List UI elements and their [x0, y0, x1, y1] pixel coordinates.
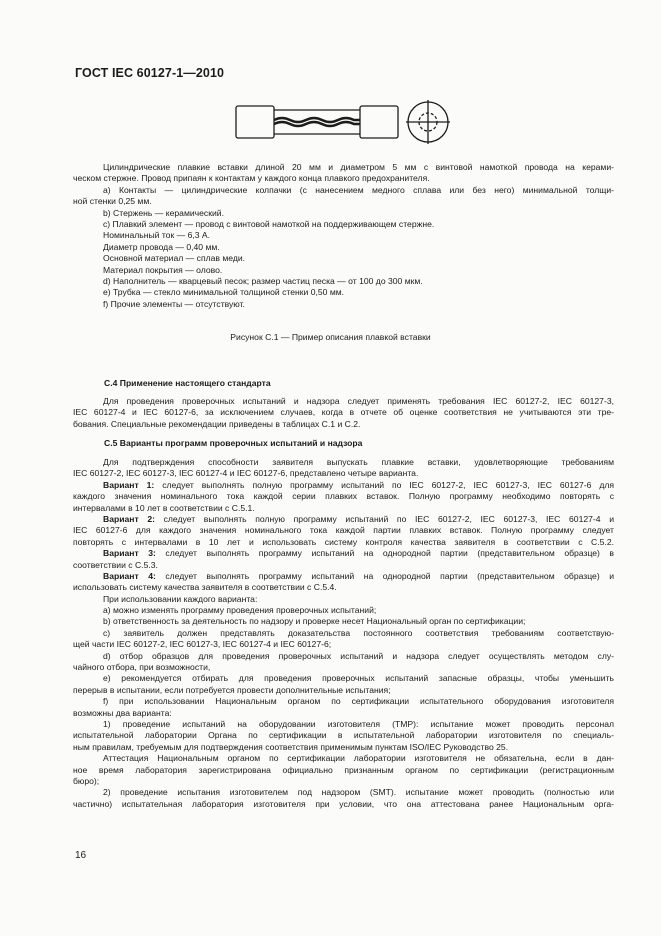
document-header: ГОСТ IEC 60127-1—2010	[75, 66, 225, 80]
text-line: а) можно изменять программу проведения проверочных испытаний;	[103, 605, 377, 616]
text-line: 1) проведение испытаний на оборудовании изготовителя (TMP): испытание может проводить персонал	[103, 718, 614, 729]
text-line: испытательной лаборатории Органа по сертификации в испытательной лаборатории изготовителя по специаль-	[73, 730, 614, 741]
variant-3-line: Вариант 3: следует выполнять программу испытаний на однородной партии (представительном образце) в	[103, 548, 614, 559]
text-line: e) Трубка — стекло минимальной толщиной стенки 0,50 мм.	[103, 287, 345, 298]
text-line: IEC 60127-2, IEC 60127-3, IEC 60127-4 и IEC 60127-6, представлено четыре варианта.	[73, 468, 419, 479]
text-line: ческом стержне. Провод припаян к контактам у каждого конца плавкого предохранителя.	[73, 173, 430, 184]
text-line: b) Стержень — керамический.	[103, 207, 224, 218]
text-line: Основной материал — сплав меди.	[103, 253, 246, 264]
text-line: повторять с интервалами в 10 лет и использовать систему контроля качества заявителя в соответствии с С.5.2.	[73, 536, 614, 547]
text-line: Для проведения проверочных испытаний и надзора следует применять требования IEC 60127-2, IEC 60127-3,	[103, 396, 614, 406]
text-line: Цилиндрические плавкие вставки длиной 20 мм и диаметром 5 мм с винтовой намоткой провода на керами-	[103, 162, 614, 172]
fuse-illustration	[230, 98, 460, 160]
text-line: e) рекомендуется отбирать для проведения проверочных испытаний запасные образцы, чтобы уменьшить	[103, 673, 614, 684]
text-line: бования. Специальные рекомендации приведены в таблицах С.1 и С.2.	[73, 418, 361, 429]
text-line: b) ответственность за деятельность по надзору и проверке несет Национальный орган по сертификации;	[103, 616, 526, 627]
text-line: c) Плавкий элемент — провод с винтовой намоткой на поддерживающем стержне.	[103, 218, 435, 229]
section-c5-body	[73, 457, 614, 810]
text-line: соответствии с С.5.3.	[73, 559, 158, 570]
text-line: d) Наполнитель — кварцевый песок; размер частиц песка — от 100 до 300 мкм.	[103, 275, 423, 286]
text-line: перерыв в испытании, если потребуется провести дополнительные испытания;	[73, 684, 391, 695]
text-line: Материал покрытия — олово.	[103, 264, 223, 275]
text-line: ным правилам, требуемым для подтверждения соответствия применимым пунктам ISO/IEC Руководство 25.	[73, 741, 509, 752]
fuse-description-block	[73, 162, 614, 310]
page-number: 16	[75, 850, 87, 861]
text-line: f) Прочие элементы — отсутствуют.	[103, 298, 245, 309]
text-line: Аттестация Национальным органом по сертификации лаборатории изготовителя не обязательна, если в дан-	[103, 753, 614, 764]
variant-2-line: Вариант 2: следует выполнять полную программу испытаний по IEC 60127-2, IEC 60127-3, IEC 60127-4 и	[103, 513, 614, 524]
text-line: Номинальный ток — 6,3 А.	[103, 230, 211, 241]
fuse-cross-section	[406, 100, 450, 144]
text-line: использовать систему качества заявителя в соответствии с С.5.4.	[73, 582, 337, 593]
text-line: ное время лаборатория зарегистрирована официально признанным органом по сертификации (регистрационным	[73, 764, 614, 775]
text-line: IEC 60127-6 для каждого значения номинального тока каждой партии плавких вставок. Полную программу следует	[73, 525, 614, 536]
text-line: интервалами в 10 лет в соответствии с С.5.1.	[73, 502, 255, 513]
section-c4-title: С.4 Применение настоящего стандарта	[104, 378, 271, 388]
text-line: d) отбор образцов для проведения проверочных испытаний и надзора следует осуществлять методом слу-	[103, 650, 614, 661]
text-line: частично) испытательная лаборатория изготовителя при условии, что она аттестована ранее Национальным орга-	[73, 798, 614, 809]
text-line: Для подтверждения способности заявителя выпускать плавкие вставки, удовлетворяющие требованиям	[103, 457, 614, 467]
text-line: 2) проведение испытания изготовителем под надзором (SMT). испытание может проводить (полностью или	[103, 787, 614, 798]
text-line: ной стенки 0,25 мм.	[73, 196, 152, 207]
variant-4-line: Вариант 4: следует выполнять программу испытаний на однородной партии (представительном образце) и	[103, 570, 614, 581]
section-c5-title: С.5 Варианты программ проверочных испытаний и надзора	[104, 438, 363, 448]
text-line: f) при использовании Национальным органом по сертификации испытательного оборудования изготовителя	[103, 696, 614, 707]
text-line: Диаметр провода — 0,40 мм.	[103, 241, 220, 252]
text-line: а) Контакты — цилиндрические колпачки (с нанесением медного сплава или без него) минимальной толщи-	[103, 184, 614, 195]
text-line: щей части IEC 60127-2, IEC 60127-3, IEC 60127-4 и IEC 60127-6;	[73, 639, 332, 650]
figure-caption: Рисунок С.1 — Пример описания плавкой вставки	[230, 332, 431, 342]
text-line: возможны два варианта:	[73, 707, 172, 718]
variant-1-line: Вариант 1: следует выполнять полную программу испытаний по IEC 60127-2, IEC 60127-3, IEC 60127-6 для	[103, 479, 614, 490]
section-c4-body	[73, 396, 614, 430]
text-line: IEC 60127-4 и IEC 60127-6, за исключением случаев, когда в отчете об оценке соответствия не учитываются эти тре-	[73, 407, 614, 418]
fuse-side-view	[236, 106, 398, 138]
text-line: каждого значения номинального тока каждой серии плавких вставок. Полную программу необходимо повторять с	[73, 491, 614, 502]
text-line: c) заявитель должен представлять доказательства постоянного соответствия требованиям соответствую-	[103, 627, 614, 638]
text-line: бюро);	[73, 775, 100, 786]
text-line: чайного отбора, при возможности,	[73, 662, 211, 673]
text-line: При использовании каждого варианта:	[103, 593, 258, 604]
